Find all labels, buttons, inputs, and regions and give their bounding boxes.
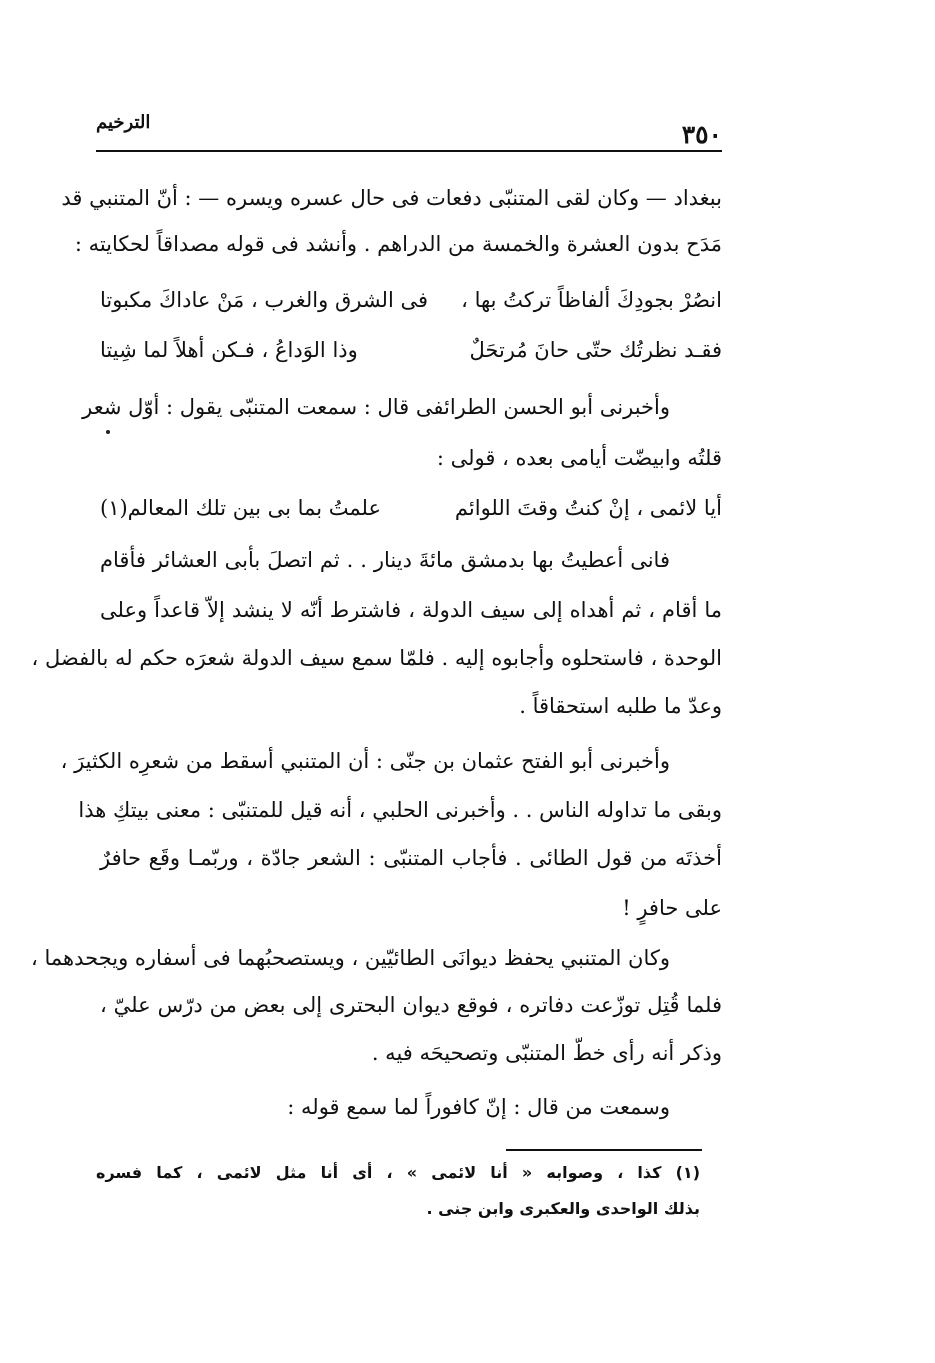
verse-line [100,285,722,319]
footnote-line: (١) كذا ، وصوابه « أنا لائمى » ، أى أنا مثل لائمى ، كما فسره [96,1163,700,1182]
body-line: وكان المتنبي يحفظ ديوانَى الطائيّين ، ويستصحبُهما فى أسفاره ويجحدهما ، [31,946,670,970]
body-line: الوحدة ، فاستحلوه وأجابوه إليه . فلمّا سمع سيف الدولة شعرَه حكم له بالفضل ، [31,646,722,670]
verse-second-hemistich: فى الشرق والغرب ، مَنْ عاداكَ مكبوتا [100,288,429,312]
body-line: وبقى ما تداوله الناس . . وأخبرنى الحلبي ، أنه قيل للمتنبّى : معنى بيتكِ هذا [78,798,722,822]
verse-first-hemistich: فقـد نظرتُك حتّى حانَ مُرتحَلٌ [469,338,722,362]
body-line: ببغداد — وكان لقى المتنبّى دفعات فى حال عسره ويسره — : أنّ المتنبي قد [61,186,722,210]
body-line: وسمعت من قال : إنّ كافوراً لما سمع قوله : [287,1095,670,1119]
verse-line [100,335,722,369]
body-line: أخذتَه من قول الطائى . فأجاب المتنبّى : الشعر جادّة ، وربّمـا وقَع حافرٌ [100,846,722,870]
body-line: فلما قُتِل توزّعت دفاتره ، فوقع ديوان البحترى إلى بعض من درّس عليّ ، [100,993,722,1017]
verse-second-hemistich: وذا الوَداعُ ، فـكن أهلاً لما شِيتا [100,338,358,362]
verse-first-hemistich: انصُرْ بجودِكَ ألفاظاً تركتُ بها ، [461,288,722,312]
body-line: مَدَح بدون العشرة والخمسة من الدراهم . وأنشد فى قوله مصداقاً لحكايته : [74,232,722,256]
body-line: وذكر أنه رأى خطّ المتنبّى وتصحيحَه فيه . [371,1041,722,1065]
running-head [96,112,722,152]
header-rule [96,150,722,152]
body-line: وعدّ ما طلبه استحقاقاً . [519,694,722,718]
section-title: الترخيم [96,112,151,133]
page-number: ٣٥٠ [681,120,722,149]
body-line: ما أقام ، ثم أهداه إلى سيف الدولة ، فاشترط أنّه لا ينشد إلاّ قاعداً وعلى [100,598,722,622]
verse-second-hemistich: علمتُ بما بى بين تلك المعالم(١) [100,496,381,520]
body-line: وأخبرنى أبو الحسن الطرائفى قال : سمعت المتنبّى يقول : أوّل شعر [82,395,670,419]
verse-first-hemistich: أيا لائمى ، إنْ كنتُ وقتَ اللوائم [454,496,722,520]
body-line: على حافرٍ ! [622,896,722,920]
ink-speck [106,430,110,434]
body-line: وأخبرنى أبو الفتح عثمان بن جنّى : أن المتنبي أسقط من شعرِه الكثيرَ ، [60,749,670,773]
footnote-rule [506,1149,702,1151]
verse-line [100,493,722,527]
body-line: قلتُه وابيضّت أيامى بعده ، قولى : [436,446,722,470]
body-line: فانى أعطيتُ بها بدمشق مائةَ دينار . . ثم اتصلَ بأبى العشائر فأقام [100,548,670,572]
footnote-line: بذلك الواحدى والعكبرى وابن جنى . [426,1199,700,1218]
